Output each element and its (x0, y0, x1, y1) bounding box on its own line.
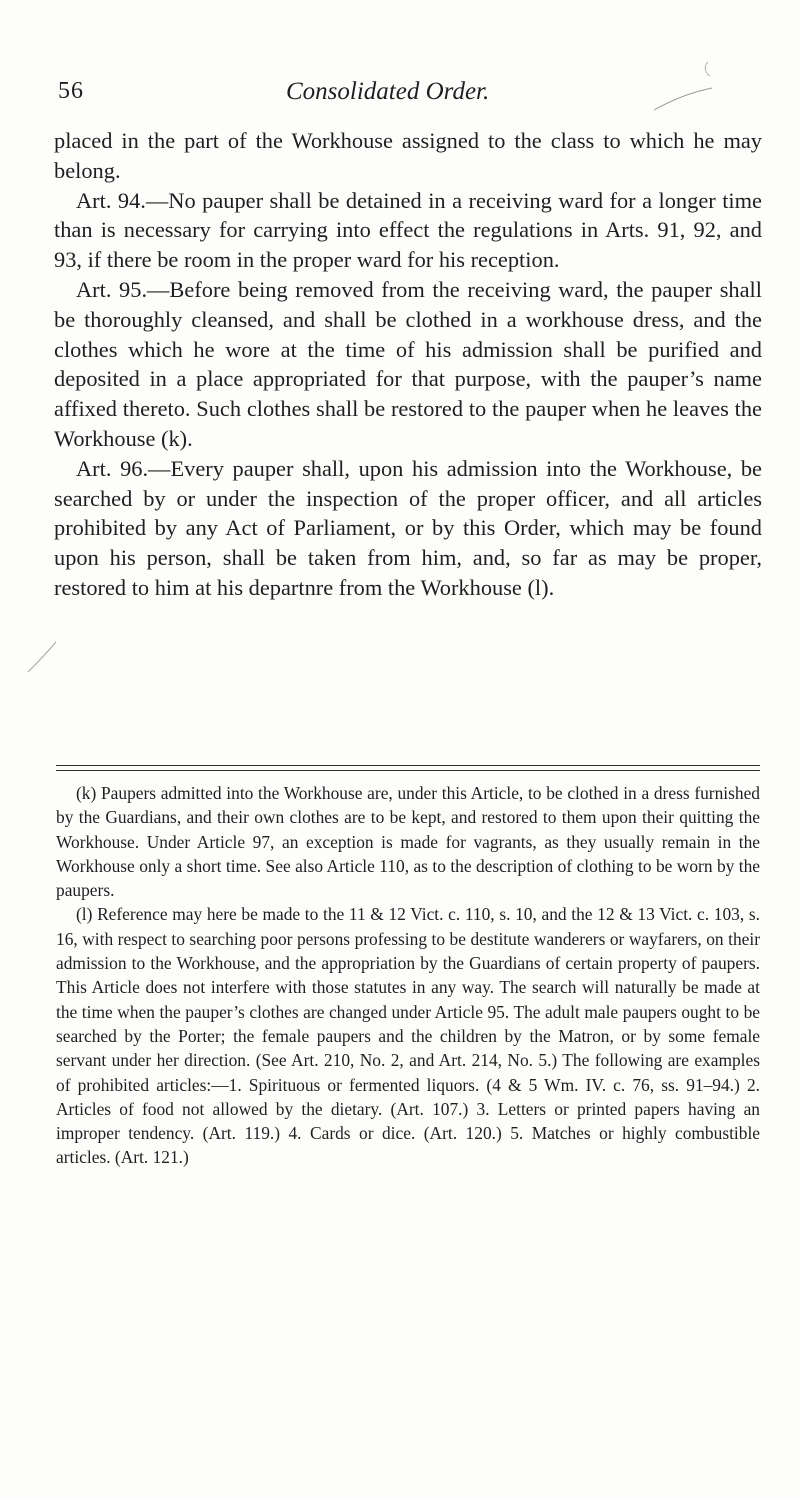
footnotes (56, 781, 760, 1170)
article-94: Art. 94.—No pauper shall be detained in a receiving ward for a longer time than is necessary for carrying into effect the regulations in Arts. 91, 92, and 93, if there be room in the proper ward for his reception. (54, 187, 762, 273)
main-text (54, 126, 762, 603)
margin-mark-icon (26, 636, 58, 676)
footnote-separator (56, 765, 760, 771)
running-head: Consolidated Order. (286, 78, 490, 105)
article-95: Art. 95.—Before being removed from the receiving ward, the pauper shall be thoroughly cleansed, and shall be clothed in a workhouse dress, and the clothes which he wore at the time of his admission shall be purified and deposited in a place appropriated for that purpose, with the pauper’s name affixed thereto. Such clothes shall be restored to the pauper when he leaves the Workhouse (k). (54, 276, 762, 451)
footnote-l: (l) Reference may here be made to the 11 & 12 Vict. c. 110, s. 10, and the 12 & 13 Vict. c. 103, s. 16, with respect to searching poor persons professing to be destitute wanderers or wayfarers, on their admission to the Workhouse, and the appropriation by the Guardians of certain property of paupers. This Article does not interfere with those statutes in any way. The search will naturally be made at the time when the pauper’s clothes are changed under Article 95. The adult male paupers ought to be searched by the Porter; the female paupers and the children by the Matron, or by some female servant under her direction. (See Art. 210, No. 2, and Art. 214, No. 5.) The following are examples of prohibited articles:—1. Spirituous or fermented liquors. (4 & 5 Wm. IV. c. 76, ss. 91–94.) 2. Articles of food not allowed by the dietary. (Art. 107.) 3. Letters or printed papers having an improper tendency. (Art. 119.) 4. Cards or dice. (Art. 120.) 5. Matches or highly combustible articles. (Art. 121.) (56, 904, 760, 1168)
paragraph-continuation: placed in the part of the Workhouse assigned to the class to which he may belong. (54, 128, 762, 183)
article-96: Art. 96.—Every pauper shall, upon his admission into the Workhouse, be searched by or under the inspection of the proper officer, and all articles prohibited by any Act of Parliament, or by this Order, which may be found upon his person, shall be taken from him, and, so far as may be proper, restored to him at his departnre from the Workhouse (l). (54, 455, 762, 600)
pencil-mark-icon (648, 58, 728, 128)
page-number: 56 (58, 78, 84, 104)
footnote-k: (k) Paupers admitted into the Workhouse are, under this Article, to be clothed in a dress furnished by the Guardians, and their own clothes are to be kept, and restored to them upon their quitting the Workhouse. Under Article 97, an exception is made for vagrants, as they usually remain in the Workhouse only a short time. See also Article 110, as to the description of clothing to be worn by the paupers. (56, 783, 760, 901)
